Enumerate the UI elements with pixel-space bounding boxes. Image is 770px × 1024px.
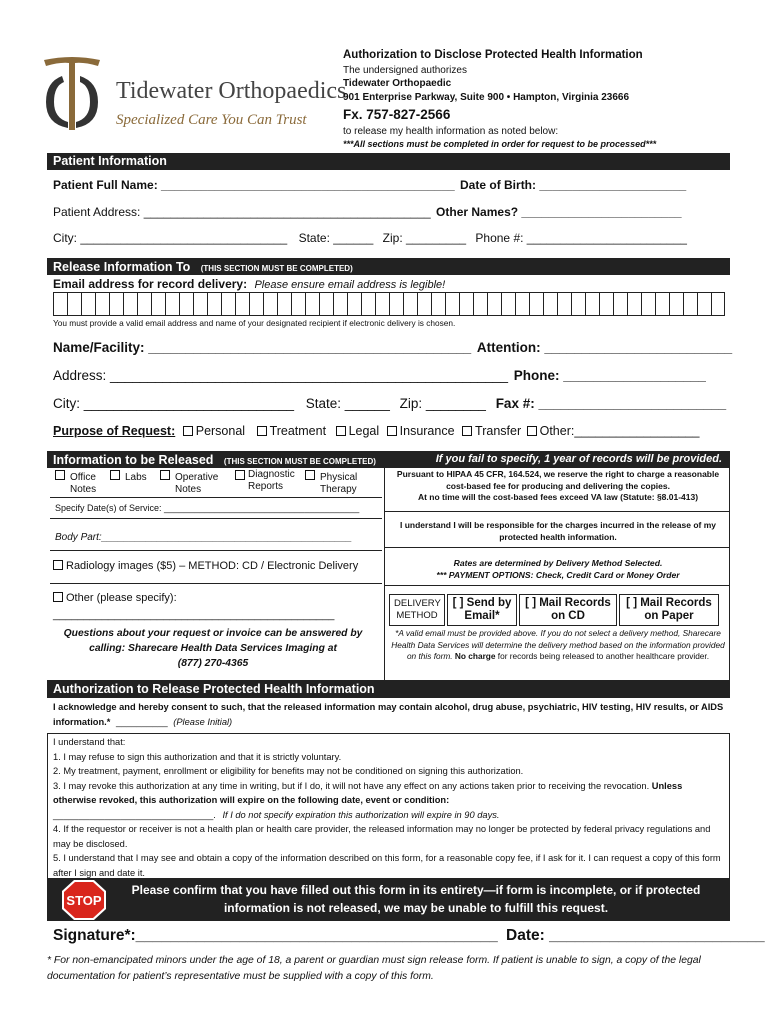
checkbox[interactable] xyxy=(336,426,346,436)
undersigned-text: The undersigned authorizes xyxy=(343,65,467,76)
understand-item-5: 5. I understand that I may see and obtain a copy of the information described on this form, for a reasonable copy fee, if I ask for it. I can request a copy of this form after I sign and date it. xyxy=(53,853,721,878)
release-state-field[interactable]: State: ______ xyxy=(305,396,390,411)
svg-text:STOP: STOP xyxy=(66,893,102,908)
other-line[interactable]: ______________________________________________ xyxy=(53,609,335,621)
form-title: Authorization to Disclose Protected Health Information xyxy=(343,49,643,61)
body-part-field[interactable]: Body Part:_____________________________________________ xyxy=(55,532,352,543)
purpose-label: Purpose of Request: xyxy=(53,424,176,438)
signature-footnote: * For non-emancipated minors under the age of 18, a parent or guardian must sign release form. If patient is unable to sign, a copy of the legal documentation for patient’s representative must be supplied with a copy of this form. xyxy=(47,955,701,982)
other-option[interactable]: Other (please specify): xyxy=(53,592,177,604)
purpose-insurance[interactable]: Insurance xyxy=(387,424,455,438)
patient-city-row xyxy=(53,231,733,245)
patient-zip-field[interactable]: Zip: _________ xyxy=(382,231,467,245)
purpose-personal[interactable]: Personal xyxy=(183,424,245,438)
logo-mark-icon xyxy=(40,52,104,134)
release-heading xyxy=(47,258,730,275)
checkbox[interactable] xyxy=(235,470,245,480)
purpose-row xyxy=(53,424,733,438)
release-text: to release my health information as noted below: xyxy=(343,126,559,137)
purpose-transfer[interactable]: Transfer xyxy=(462,424,521,438)
release-phone-field[interactable]: Phone: ___________________ xyxy=(513,368,706,383)
questions-phone: (877) 270-4365 xyxy=(177,658,249,669)
release-heading-text: Release Information To xyxy=(53,260,191,274)
stop-sign-icon xyxy=(61,879,107,921)
left-col-divider xyxy=(50,518,382,519)
hipaa-text: Pursuant to HIPAA 45 CFR, 164.524, we reserve the right to charge a reasonable cost-based fee for producing and delivering the copies. At no time will the cost-based fees exceed VA law (Statute: §8.01-413) xyxy=(396,469,720,502)
patient-phone-field[interactable]: Phone #: ________________________ xyxy=(475,231,687,245)
checkbox[interactable] xyxy=(257,426,267,436)
release-city-row xyxy=(53,396,733,411)
patient-city-field[interactable]: City: _______________________________ xyxy=(53,231,288,245)
acknowledge-text: I acknowledge and hereby consent to such, that the released information may contain alcohol, drug abuse, psychiatric, HIV testing, HIV results, or AIDS information.* xyxy=(53,702,724,727)
patient-address-field[interactable]: Patient Address: ___________________________________________ xyxy=(53,205,431,219)
signature-date-field[interactable]: Date: _________________________ xyxy=(506,927,765,944)
expire-row: _______________________________. If I do not specify expiration this authorization will expire in 90 days. xyxy=(53,809,500,820)
mail-paper-option[interactable]: [ ] Mail Records on Paper xyxy=(619,594,719,626)
signature-row xyxy=(53,927,765,945)
logo-tagline: Specialized Care You Can Trust xyxy=(116,112,307,128)
email-note: You must provide a valid email address and name of your designated recipient if electronic delivery is chosen. xyxy=(53,318,456,328)
checkbox[interactable] xyxy=(387,426,397,436)
attention-field[interactable]: Attention: _________________________ xyxy=(476,340,733,355)
checkbox[interactable] xyxy=(53,560,63,570)
info-released-heading-note: (THIS SECTION MUST BE COMPLETED) xyxy=(223,457,376,466)
checkbox[interactable] xyxy=(110,470,120,480)
fax-number: Fx. 757-827-2566 xyxy=(343,107,451,122)
name-facility-row xyxy=(53,340,733,355)
mail-cd-option[interactable]: [ ] Mail Records on CD xyxy=(519,594,617,626)
right-col-divider xyxy=(384,511,730,512)
understand-item-2: 2. My treatment, payment, enrollment or eligibility for benefits may not be conditioned on signing this authorization. xyxy=(53,766,524,776)
checkbox[interactable] xyxy=(53,592,63,602)
understand-item-3: 3. I may revoke this authorization at any time in writing, but if I do, it will not have any effect on any actions taken prior to receiving the revocation. Unless otherwise revoked, this authorization will expire on the following date, event or condition: xyxy=(53,780,683,805)
logo xyxy=(40,52,347,137)
info-released-heading xyxy=(47,451,730,468)
authorization-heading xyxy=(47,680,730,698)
release-heading-note: (THIS SECTION MUST BE COMPLETED) xyxy=(200,264,353,273)
stop-banner xyxy=(47,879,730,921)
all-sections-note: ***All sections must be completed in order for request to be processed*** xyxy=(343,139,657,149)
initial-label: (Please Initial) xyxy=(173,717,233,727)
release-address-field[interactable]: Address: _____________________________________________________ xyxy=(53,368,508,383)
release-fax-field[interactable]: Fax #: _________________________ xyxy=(495,396,727,411)
checkbox[interactable] xyxy=(527,426,537,436)
understand-heading: I understand that: xyxy=(53,737,126,747)
send-by-email-option[interactable]: [ ] Send by Email* xyxy=(447,594,517,626)
release-address-row xyxy=(53,368,733,383)
logo-name: Tidewater Orthopaedics xyxy=(116,78,347,104)
left-col-divider xyxy=(50,497,382,498)
delivery-method-label: DELIVERY METHOD xyxy=(389,594,445,626)
dob-field[interactable]: Date of Birth: ______________________ xyxy=(460,178,687,192)
authorization-heading-text: Authorization to Release Protected Health Information xyxy=(53,682,375,696)
checkbox[interactable] xyxy=(462,426,472,436)
header-info xyxy=(343,47,763,151)
signature-field[interactable]: Signature*:__________________________________________ xyxy=(53,927,498,944)
radiology-option[interactable]: Radiology images ($5) – METHOD: CD / Electronic Delivery xyxy=(53,560,358,572)
release-city-field[interactable]: City: ____________________________ xyxy=(53,396,294,411)
info-types: Office Notes Labs Operative Notes Diagnostic Reports Physical Therapy xyxy=(55,470,385,500)
checkbox[interactable] xyxy=(183,426,193,436)
other-names-field[interactable]: Other Names? ________________________ xyxy=(436,205,682,219)
email-row xyxy=(53,277,733,291)
purpose-treatment[interactable]: Treatment xyxy=(257,424,327,438)
patient-heading-text: Patient Information xyxy=(53,154,167,168)
name-facility-field[interactable]: Name/Facility: ___________________________________________ xyxy=(53,340,472,355)
purpose-other[interactable]: Other:__________________ xyxy=(527,424,700,438)
email-grid[interactable] xyxy=(53,292,725,316)
fail-note: If you fail to specify, 1 year of records will be provided. xyxy=(435,453,722,465)
patient-full-name-field[interactable]: Patient Full Name: ____________________________________________ xyxy=(53,178,455,192)
checkbox[interactable] xyxy=(160,470,170,480)
release-zip-field[interactable]: Zip: ________ xyxy=(399,396,486,411)
checkbox[interactable] xyxy=(305,470,315,480)
dates-of-service[interactable]: Specify Date(s) of Service: _______________________________________ xyxy=(55,503,360,513)
patient-address-row xyxy=(53,205,733,219)
right-col-divider xyxy=(384,547,730,548)
patient-heading xyxy=(47,153,730,170)
responsible-text: I understand I will be responsible for the charges incurred in the release of my protected health information. xyxy=(400,520,716,542)
stop-message: Please confirm that you have filled out this form in its entirety—if form is incomplete, or if protected information is not released, we may be unable to fulfill this request. xyxy=(131,883,701,915)
left-col-divider xyxy=(50,550,382,551)
info-released-heading-text: Information to be Released xyxy=(53,453,214,467)
purpose-legal[interactable]: Legal xyxy=(336,424,380,438)
left-col-divider xyxy=(50,583,382,584)
valid-email-note: *A valid email must be provided above. If you do not select a delivery method, Sharecare Health Data Services will determine the delivery method based on the information provided on this form. No charge for records being released to another healthcare provider. xyxy=(391,628,725,662)
patient-state-field[interactable]: State: ______ xyxy=(298,231,374,245)
email-label: Email address for record delivery: xyxy=(53,277,248,291)
initial-field[interactable]: __________ xyxy=(115,717,168,727)
email-hint: Please ensure email address is legible! xyxy=(254,279,446,291)
questions-text: Questions about your request or invoice can be answered by calling: Sharecare Health Data Services Imaging at (877) 270-4365 xyxy=(63,628,363,669)
rates-text: Rates are determined by Delivery Method Selected. *** PAYMENT OPTIONS: Check, Credit Card or Money Order xyxy=(436,558,680,580)
understand-item-1: 1. I may refuse to sign this authorization and that it is strictly voluntary. xyxy=(53,751,342,762)
org-address: 901 Enterprise Parkway, Suite 900 • Hampton, Virginia 23666 xyxy=(343,92,630,103)
acknowledge-block xyxy=(53,700,729,730)
understand-list xyxy=(53,735,727,880)
understand-item-4: 4. If the requestor or receiver is not a health plan or health care provider, the released information may no longer be protected by federal privacy regulations and may be disclosed. xyxy=(53,824,711,849)
patient-name-row xyxy=(53,178,733,192)
checkbox[interactable] xyxy=(55,470,65,480)
org-name: Tidewater Orthopaedic xyxy=(343,78,452,89)
expire-field[interactable]: _______________________________. xyxy=(53,809,216,820)
right-col-divider xyxy=(384,585,730,586)
